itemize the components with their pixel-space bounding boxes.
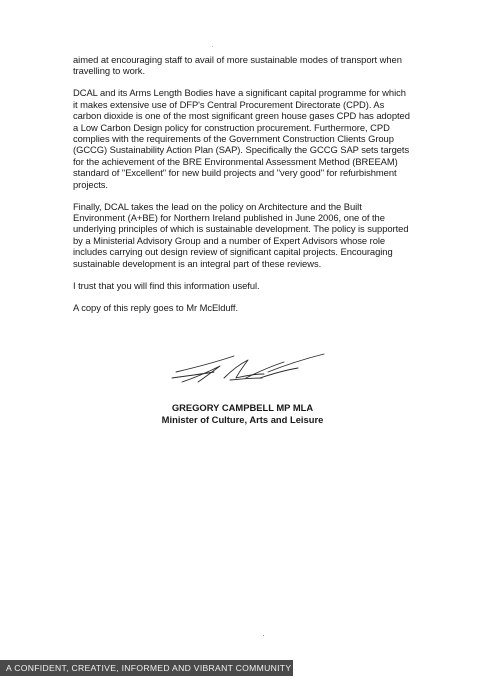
- handwritten-signature: [168, 348, 328, 390]
- letter-body: [73, 54, 413, 324]
- scan-speck: [263, 635, 264, 636]
- paragraph-trust: I trust that you will find this information useful.: [73, 279, 260, 291]
- footer-slogan-band: [0, 660, 293, 676]
- paragraph-capital-programme: DCAL and its Arms Length Bodies have a significant capital programme for which it makes extensive use of DFP's Central Procurement Directorate (CPD). As carbon dioxide is one of the most significant green house gases CPD has adopted a Low Carbon Design policy for construction procurement. Furthermore, CPD complies with the requirements of the Government Construction Clients Group (GCCG) Sustainability Action Plan (SAP). Specifically the GCCG SAP sets targets for the achievement of the BRE Environmental Assessment Method (BREEAM) standard of "Excellent" for new build projects and "very good" for refurbishment projects.: [73, 87, 410, 190]
- paragraph-copy: A copy of this reply goes to Mr McElduff.: [73, 301, 239, 313]
- scan-speck: [212, 46, 213, 47]
- paragraph-transport: aimed at encouraging staff to avail of more sustainable modes of transport when travelling to work.: [73, 54, 402, 77]
- signatory-block: [120, 402, 365, 425]
- signatory-name: GREGORY CAMPBELL MP MLA: [171, 402, 314, 413]
- signatory-title: Minister of Culture, Arts and Leisure: [161, 413, 324, 425]
- footer-slogan: A CONFIDENT, CREATIVE, INFORMED AND VIBRANT COMMUNITY: [6, 663, 292, 673]
- paragraph-architecture-policy: Finally, DCAL takes the lead on the policy on Architecture and the Built Environment (A+BE) for Northern Ireland published in June 2006, one of the underlying principles of which is sustainable development. The policy is supported by a Ministerial Advisory Group and a number of Expert Advisors whose role includes carrying out design review of significant capital projects. Encouraging sustainable development is an integral part of these reviews.: [73, 200, 409, 269]
